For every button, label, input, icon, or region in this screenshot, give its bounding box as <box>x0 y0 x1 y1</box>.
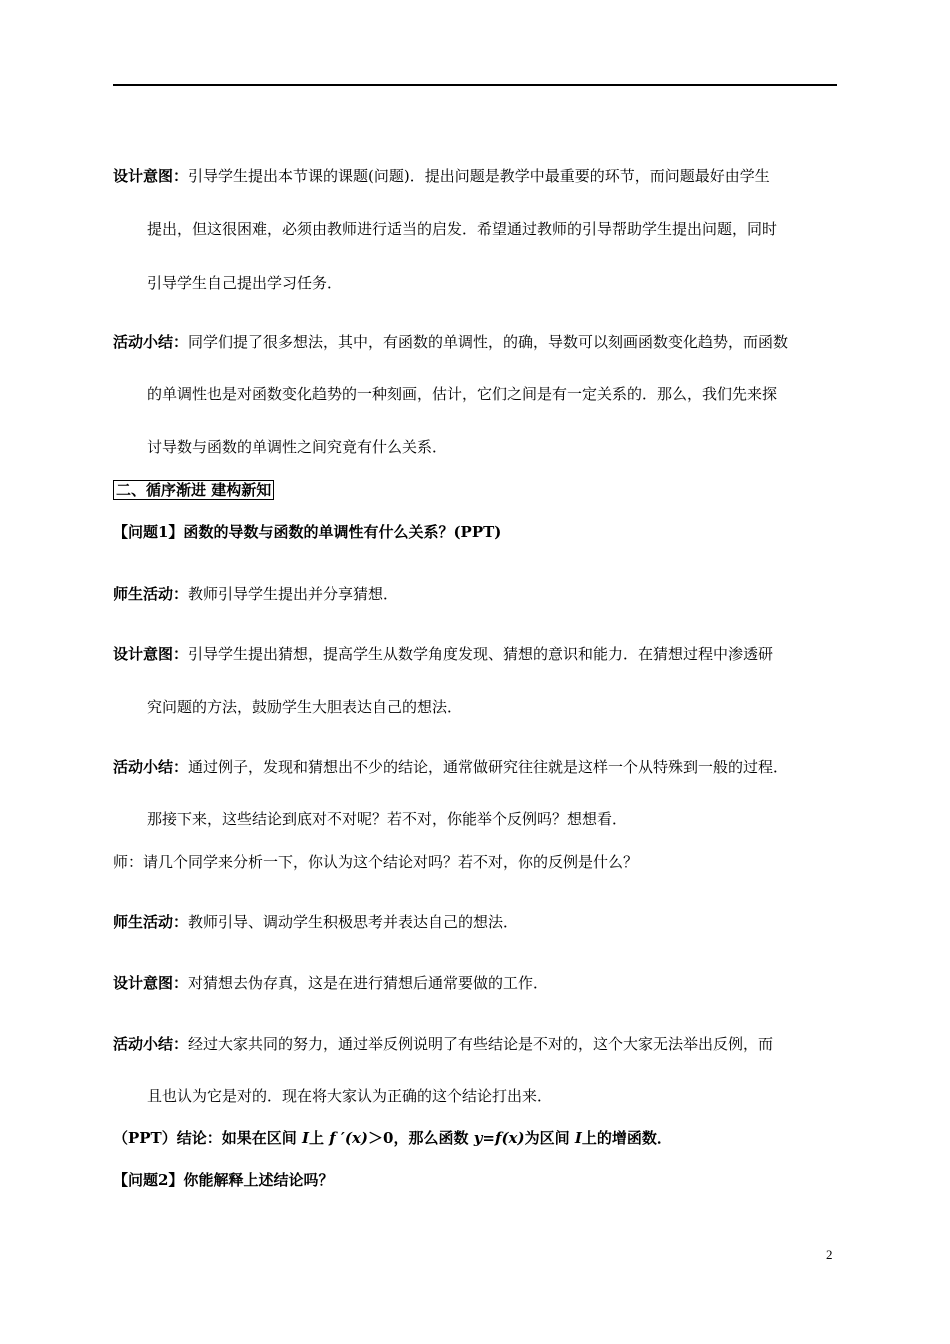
paragraph-design-intent-3 <box>113 973 548 993</box>
label-teacher-student-activity: 师生活动： <box>113 913 189 931</box>
label-activity-summary: 活动小结： <box>113 1035 189 1053</box>
paragraph-text: 引导学生提出猜想，提高学生从数学角度发现、猜想的意识和能力．在猜想过程中渗透研 <box>188 645 774 663</box>
label-design-intent: 设计意图： <box>113 167 189 185</box>
paragraph-summary-3-line2: 且也认为它是对的．现在将大家认为正确的这个结论打出来． <box>147 1087 553 1105</box>
page-number: 2 <box>826 1247 833 1262</box>
paragraph-teacher-student-1 <box>113 584 398 604</box>
section-heading-text: 二、循序渐进 建构新知 <box>113 480 274 500</box>
label-teacher-student-activity: 师生活动： <box>113 585 189 603</box>
paragraph-summary-2-line2: 那接下来，这些结论到底对不对呢？若不对，你能举个反例吗？想想看． <box>147 810 628 828</box>
question-2: 【问题2】你能解释上述结论吗？ <box>113 1171 334 1189</box>
paragraph-text: 引导学生提出本节课的课题(问题)．提出问题是教学中最重要的环节，而问题最好由学生 <box>188 167 770 185</box>
paragraph-design-intent-1-line1 <box>113 166 770 186</box>
conclusion-text: ＞0，那么函数 <box>368 1129 469 1147</box>
paragraph-summary-1-line3: 讨导数与函数的单调性之间究竟有什么关系． <box>147 438 448 456</box>
paragraph-summary-2-line1 <box>113 757 788 777</box>
label-activity-summary: 活动小结： <box>113 333 189 351</box>
conclusion-suffix: 上的增函数． <box>581 1129 672 1147</box>
header-rule <box>113 84 837 86</box>
paragraph-text: 教师引导学生提出并分享猜想． <box>188 585 399 603</box>
conclusion <box>113 1128 672 1148</box>
section-heading <box>113 480 274 500</box>
label-activity-summary: 活动小结： <box>113 758 189 776</box>
label-design-intent: 设计意图： <box>113 974 189 992</box>
paragraph-design-intent-1-line2: 提出，但这很困难，必须由教师进行适当的启发．希望通过教师的引导帮助学生提出问题，同时 <box>147 220 778 238</box>
paragraph-text: 通过例子，发现和猜想出不少的结论，通常做研究往往就是这样一个从特殊到一般的过程． <box>188 758 789 776</box>
paragraph-text: 对猜想去伪存真，这是在进行猜想后通常要做的工作． <box>188 974 549 992</box>
math-var-I: I <box>574 1129 582 1147</box>
paragraph-text: 经过大家共同的努力，通过举反例说明了有些结论是不对的，这个大家无法举出反例，而 <box>188 1035 774 1053</box>
paragraph-design-intent-2-line1 <box>113 644 773 664</box>
paragraph-summary-1-line2: 的单调性也是对函数变化趋势的一种刻画，估计，它们之间是有一定关系的．那么，我们先来探 <box>147 385 778 403</box>
math-function: y=f(x) <box>473 1129 525 1147</box>
conclusion-prefix: （PPT）结论：如果在区间 <box>113 1129 297 1147</box>
label-design-intent: 设计意图： <box>113 645 189 663</box>
paragraph-design-intent-2-line2: 究问题的方法，鼓励学生大胆表达自己的想法． <box>147 698 463 716</box>
paragraph-summary-1-line1 <box>113 332 788 352</box>
paragraph-design-intent-1-line3: 引导学生自己提出学习任务． <box>147 274 343 292</box>
paragraph-text: 同学们提了很多想法，其中，有函数的单调性，的确，导数可以刻画函数变化趋势，而函数 <box>188 333 789 351</box>
math-var-I: I <box>301 1129 309 1147</box>
paragraph-text: 教师引导、调动学生积极思考并表达自己的想法． <box>188 913 519 931</box>
conclusion-text: 为区间 <box>524 1129 570 1147</box>
teacher-prompt: 师：请几个同学来分析一下，你认为这个结论对吗？若不对，你的反例是什么？ <box>113 853 639 871</box>
conclusion-text: 上 <box>309 1129 325 1147</box>
question-1: 【问题1】函数的导数与函数的单调性有什么关系？(PPT) <box>113 523 502 541</box>
paragraph-summary-3-line1 <box>113 1034 773 1054</box>
paragraph-teacher-student-2 <box>113 912 518 932</box>
math-derivative: f ′(x) <box>329 1129 369 1147</box>
